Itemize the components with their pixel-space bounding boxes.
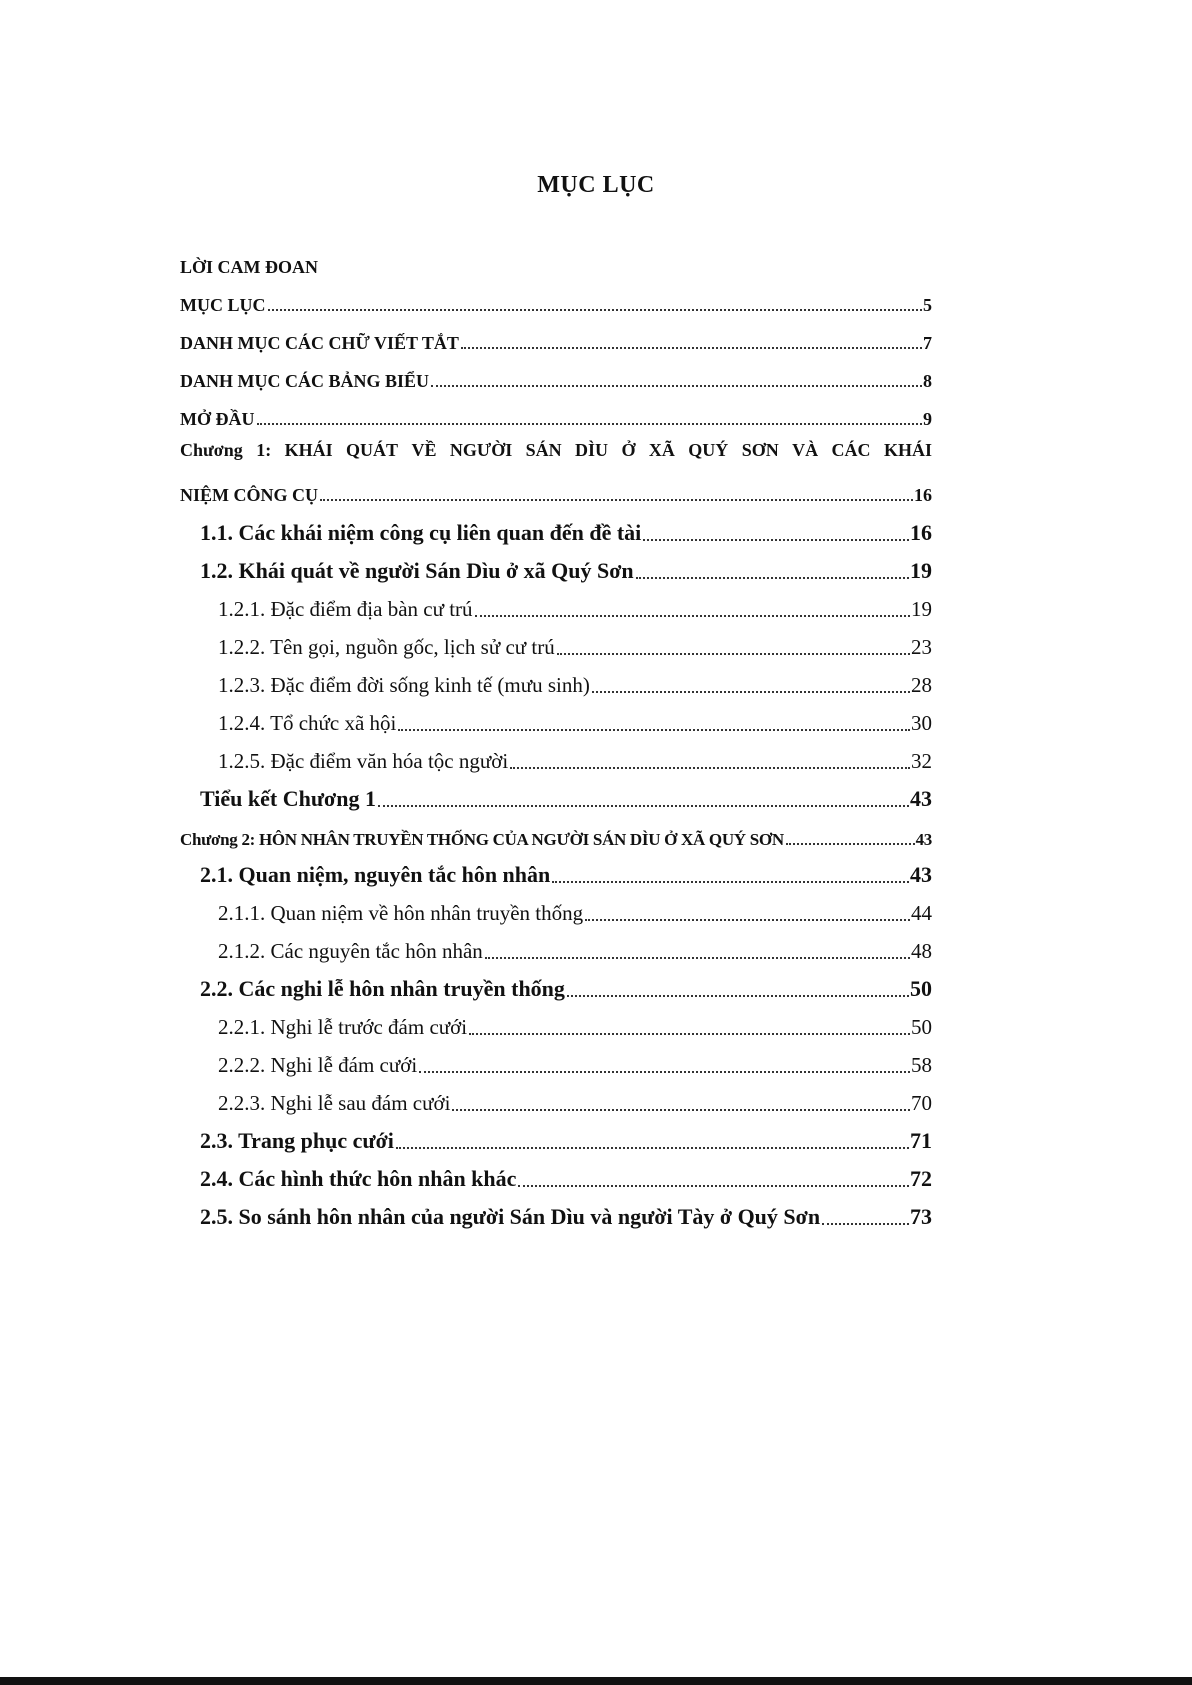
toc-page-number: 19	[911, 597, 932, 621]
toc-entry-text: 2.1.2. Các nguyên tắc hôn nhân	[218, 939, 483, 963]
page-bottom-border	[0, 1677, 1192, 1685]
toc-leader-dots	[452, 1108, 910, 1111]
toc-word: KHÁI	[284, 440, 333, 460]
toc-leader-dots	[822, 1222, 909, 1225]
toc-page-number: 72	[910, 1166, 932, 1191]
toc-leader-dots	[585, 918, 910, 921]
page-title: MỤC LỤC	[537, 172, 655, 198]
toc-entry-text: 1.2.3. Đặc điểm đời sống kinh tế (mưu sinh)	[218, 673, 590, 697]
toc-entry-text: LỜI CAM ĐOAN	[180, 257, 318, 277]
toc-page-number: 43	[910, 862, 932, 887]
toc-entry-text: NIỆM CÔNG CỤ	[180, 485, 318, 505]
toc-entry-1-2-1[interactable]	[218, 582, 932, 622]
toc-page-number: 8	[923, 371, 932, 391]
toc-word: XÃ	[648, 440, 675, 460]
toc-leader-dots	[398, 728, 910, 731]
toc-leader-dots	[557, 652, 910, 655]
toc-leader-dots	[510, 766, 910, 769]
toc-chapter2[interactable]	[180, 810, 932, 850]
toc-word: CÁC	[831, 440, 871, 460]
toc-leader-dots	[396, 1146, 909, 1149]
toc-page-number: 30	[911, 711, 932, 735]
toc-entry-text: Tiểu kết Chương 1	[200, 786, 376, 811]
toc-page-number: 43	[915, 830, 932, 849]
toc-page-number: 71	[910, 1128, 932, 1153]
toc-entry-2-4[interactable]	[200, 1152, 932, 1192]
toc-entry-text: 1.2.4. Tổ chức xã hội	[218, 711, 397, 735]
toc-leader-dots	[320, 498, 913, 501]
toc-entry-1-2-3[interactable]	[218, 658, 932, 698]
toc-leader-dots	[636, 576, 909, 579]
toc-entry-2-2[interactable]	[200, 962, 932, 1002]
toc-entry-text: 2.1.1. Quan niệm về hôn nhân truyền thống	[218, 901, 584, 925]
toc-page-number: 43	[910, 786, 932, 811]
toc-page-number: 7	[923, 333, 932, 353]
toc-page-number: 32	[911, 749, 932, 773]
toc-leader-dots	[268, 308, 923, 311]
toc-page-number: 5	[923, 295, 932, 315]
toc-entry-2-3[interactable]	[200, 1114, 932, 1154]
toc-entry-text: 2.3. Trang phục cưới	[200, 1128, 394, 1153]
toc-leader-dots	[257, 422, 923, 425]
toc-entry-1-1[interactable]	[200, 506, 932, 546]
toc-word: Chương	[180, 440, 243, 460]
toc-entry-2-1-1[interactable]	[218, 886, 932, 926]
toc-entry-1-2[interactable]	[200, 544, 932, 584]
toc-word: SƠN	[741, 440, 779, 460]
toc-chapter1-line2[interactable]	[180, 466, 932, 506]
toc-page-number: 58	[911, 1053, 932, 1077]
toc-entry-danh-muc-chu-viet-tat[interactable]	[180, 314, 932, 354]
toc-word: 1:	[256, 440, 272, 460]
toc-leader-dots	[431, 384, 922, 387]
toc-entry-2-2-1[interactable]	[218, 1000, 932, 1040]
toc-page-number: 50	[910, 976, 932, 1001]
toc-entry-2-2-2[interactable]	[218, 1038, 932, 1078]
toc-entry-text: 2.2.2. Nghi lễ đám cưới	[218, 1053, 418, 1077]
toc-leader-dots	[475, 614, 910, 617]
toc-entry-text: 2.5. So sánh hôn nhân của người Sán Dìu và người Tày ở Quý Sơn	[200, 1204, 821, 1229]
toc-page-number: 70	[911, 1091, 932, 1115]
toc-leader-dots	[485, 956, 910, 959]
toc-leader-dots	[378, 804, 909, 807]
toc-entry-loi-cam-doan[interactable]	[180, 238, 932, 278]
toc-entry-text: Chương 2: HÔN NHÂN TRUYỀN THỐNG CỦA NGƯỜI SÁN DÌU Ở XÃ QUÝ SƠN	[180, 830, 784, 849]
toc-entry-text: MỤC LỤC	[180, 295, 266, 315]
toc-page-number: 19	[910, 558, 932, 583]
toc-entry-text: 2.2.3. Nghi lễ sau đám cưới	[218, 1091, 451, 1115]
toc-word: DÌU	[575, 440, 609, 460]
toc-leader-dots	[567, 994, 909, 997]
toc-entry-text: 1.2.2. Tên gọi, nguồn gốc, lịch sử cư trú	[218, 635, 555, 659]
toc-entry-text: 1.2.5. Đặc điểm văn hóa tộc người	[218, 749, 509, 773]
toc-page-number: 73	[910, 1204, 932, 1229]
toc-page-number: 9	[923, 409, 932, 429]
toc-leader-dots	[461, 346, 922, 349]
toc-word: QUÁT	[346, 440, 399, 460]
toc-page-number: 16	[914, 485, 932, 505]
toc-page-number: 48	[911, 939, 932, 963]
toc-entry-text: 1.1. Các khái niệm công cụ liên quan đến đề tài	[200, 520, 642, 545]
toc-entry-2-1-2[interactable]	[218, 924, 932, 964]
toc-leader-dots	[786, 842, 915, 845]
toc-entry-text: DANH MỤC CÁC CHỮ VIẾT TẮT	[180, 333, 459, 353]
toc-leader-dots	[419, 1070, 910, 1073]
toc-word: KHÁI	[883, 440, 932, 460]
toc-leader-dots	[469, 1032, 910, 1035]
toc-entry-text: 1.2. Khái quát về người Sán Dìu ở xã Quý Sơn	[200, 558, 634, 583]
toc-entry-1-2-4[interactable]	[218, 696, 932, 736]
toc-leader-dots	[518, 1184, 909, 1187]
toc-chapter1-line1[interactable]	[180, 440, 932, 461]
toc-word: VÀ	[792, 440, 819, 460]
toc-entry-1-2-5[interactable]	[218, 734, 932, 774]
toc-entry-2-5[interactable]	[200, 1190, 932, 1230]
toc-page-number: 44	[911, 901, 932, 925]
toc-entry-muc-luc[interactable]	[180, 276, 932, 316]
toc-entry-danh-muc-bang-bieu[interactable]	[180, 352, 932, 392]
toc-entry-tieu-ket-chuong-1[interactable]	[200, 772, 932, 812]
toc-entry-text: 2.2.1. Nghi lễ trước đám cưới	[218, 1015, 468, 1039]
toc-word: NGƯỜI	[449, 440, 513, 460]
toc-entry-1-2-2[interactable]	[218, 620, 932, 660]
toc-entry-text: MỞ ĐẦU	[180, 409, 255, 429]
toc-entry-2-2-3[interactable]	[218, 1076, 932, 1116]
toc-leader-dots	[592, 690, 910, 693]
toc-entry-text: 2.4. Các hình thức hôn nhân khác	[200, 1166, 517, 1191]
toc-entry-text: DANH MỤC CÁC BẢNG BIỂU	[180, 371, 430, 391]
toc-leader-dots	[643, 538, 909, 541]
toc-entry-text: 1.2.1. Đặc điểm địa bàn cư trú	[218, 597, 473, 621]
toc-page-number: 28	[911, 673, 932, 697]
toc-word: Ở	[621, 440, 636, 460]
toc-entry-mo-dau[interactable]	[180, 390, 932, 430]
toc-entry-2-1[interactable]	[200, 848, 932, 888]
toc-leader-dots	[552, 880, 909, 883]
toc-word: VỀ	[411, 440, 437, 460]
toc-word: SÁN	[525, 440, 562, 460]
toc-entry-text: 2.1. Quan niệm, nguyên tắc hôn nhân	[200, 862, 551, 887]
toc-entry-text: 2.2. Các nghi lễ hôn nhân truyền thống	[200, 976, 565, 1001]
toc-page-number: 23	[911, 635, 932, 659]
toc-word: QUÝ	[688, 440, 729, 460]
toc-page-number: 16	[910, 520, 932, 545]
toc-page-number: 50	[911, 1015, 932, 1039]
